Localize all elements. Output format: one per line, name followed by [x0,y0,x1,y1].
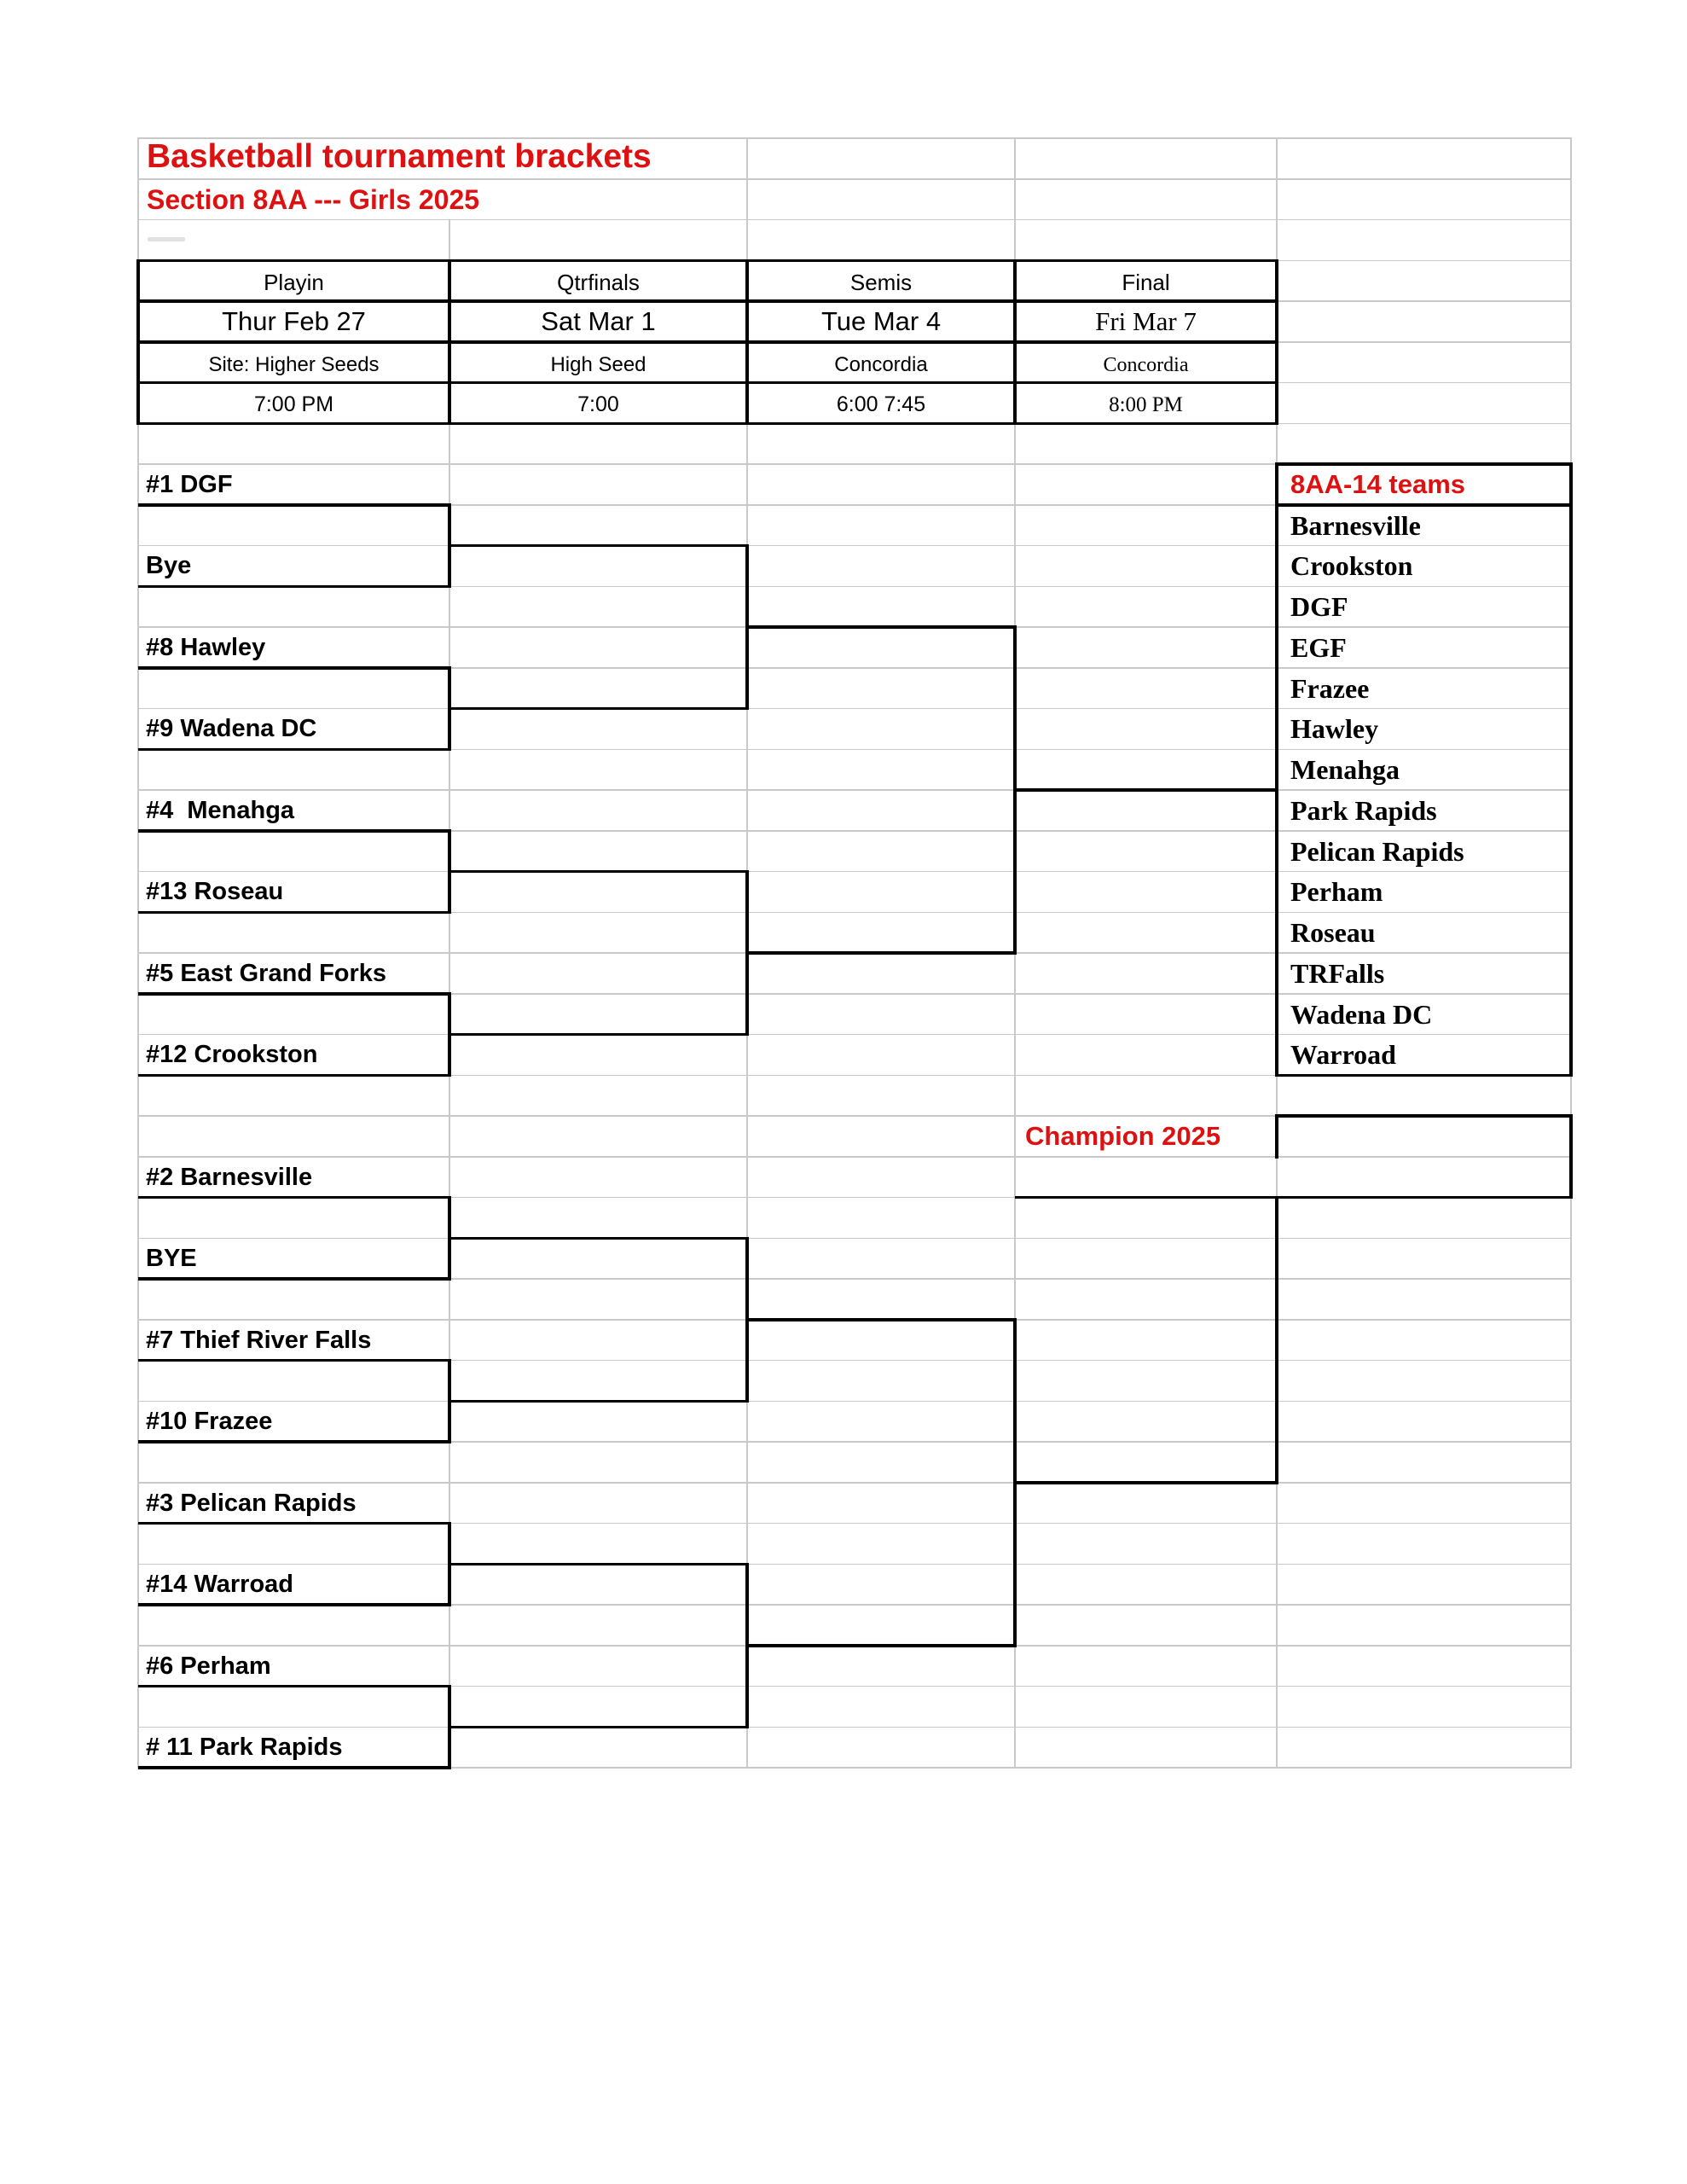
bracket-slot-label: #1 DGF [146,470,233,498]
teams-panel-header: 8AA-14 teams [1290,469,1466,499]
champion-line [1015,1196,1571,1199]
bracket-slot-label: #2 Barnesville [146,1163,313,1191]
bracket-line [449,1033,747,1037]
teams-list-item: DGF [1290,591,1348,622]
bracket-line [449,1563,747,1566]
teams-list-item: Roseau [1290,917,1376,948]
schedule-table-border [136,259,140,426]
schedule-cell-dates-3: Fri Mar 7 [1095,305,1197,336]
schedule-table-border [1275,259,1278,426]
bracket-slot-label: #10 Frazee [146,1408,273,1435]
teams-list-item: Wadena DC [1290,998,1433,1030]
teams-list-item: Menahga [1290,754,1400,785]
bracket-line [449,1237,747,1240]
schedule-cell-dates-1: Sat Mar 1 [541,305,656,336]
teams-list-item: Park Rapids [1290,794,1437,826]
bracket-slot-label: #3 Pelican Rapids [146,1489,357,1517]
bracket-slot-label: #6 Perham [146,1652,271,1680]
champion-box-border [1569,1114,1573,1199]
schedule-cell-headers-0: Playin [264,270,324,295]
section-subtitle: Section 8AA --- Girls 2025 [147,184,480,215]
schedule-cell-sites-2: Concordia [834,352,928,376]
schedule-cell-times-3: 8:00 PM [1109,393,1183,417]
champion-box-border [1277,1114,1571,1118]
bracket-slot-label: #14 Warroad [146,1571,293,1598]
schedule-cell-times-1: 7:00 [577,392,619,417]
schedule-cell-sites-3: Concordia [1103,353,1189,376]
schedule-cell-headers-3: Final [1122,270,1170,295]
bracket-slot-label: # 11 Park Rapids [146,1734,343,1761]
teams-list-item: Crookston [1290,550,1413,582]
champion-box-border [1275,1114,1278,1158]
page-title: Basketball tournament brackets [147,138,652,175]
bracket-line [1015,1481,1277,1484]
bracket-line [1275,1196,1278,1484]
bracket-slot-label: Bye [146,552,192,580]
bracket-slot-label: #13 Roseau [146,878,284,906]
bracket-line [449,707,747,711]
bracket-slot-label: BYE [146,1245,197,1272]
bracket-slot-label: #8 Hawley [146,633,266,661]
bracket-line [449,1400,747,1403]
bracket-line [1015,788,1277,792]
schedule-cell-headers-2: Semis [849,270,913,295]
schedule-cell-times-2: 6:00 7:45 [836,392,926,417]
teams-list-item: Barnesville [1290,509,1421,541]
teams-list-item: Perham [1290,876,1383,908]
schedule-cell-times-0: 7:00 PM [253,392,334,417]
teams-list-item: Frazee [1290,672,1370,704]
teams-list-item: TRFalls [1290,957,1385,989]
bracket-line [449,544,747,548]
schedule-table-border [448,259,451,426]
bracket-line [449,1726,747,1729]
teams-list-item: EGF [1290,631,1347,663]
scan-artifact [148,237,185,241]
bracket-slot-label: #9 Wadena DC [146,715,317,743]
bracket-slot-label: #5 East Grand Forks [146,959,387,987]
schedule-cell-dates-2: Tue Mar 4 [820,305,942,336]
schedule-table-border [1013,259,1017,426]
teams-list-item: Pelican Rapids [1290,835,1464,867]
teams-list-item: Hawley [1290,713,1379,745]
schedule-cell-headers-1: Qtrfinals [557,270,640,295]
bracket-line [747,1318,1015,1321]
schedule-cell-dates-0: Thur Feb 27 [222,305,366,336]
schedule-cell-sites-0: Site: Higher Seeds [208,352,380,376]
champion-label: Champion 2025 [1025,1121,1221,1151]
bracket-line [747,625,1015,629]
schedule-table-border [745,259,749,426]
bracket-slot-label: #12 Crookston [146,1041,318,1069]
bracket-line [449,870,747,874]
bracket-line [747,1644,1015,1647]
schedule-cell-sites-1: High Seed [550,352,646,376]
bracket-line [747,951,1015,955]
teams-list-item: Warroad [1290,1039,1396,1071]
bracket-slot-label: #4 Menahga [146,796,295,824]
bracket-slot-label: #7 Thief River Falls [146,1326,372,1354]
